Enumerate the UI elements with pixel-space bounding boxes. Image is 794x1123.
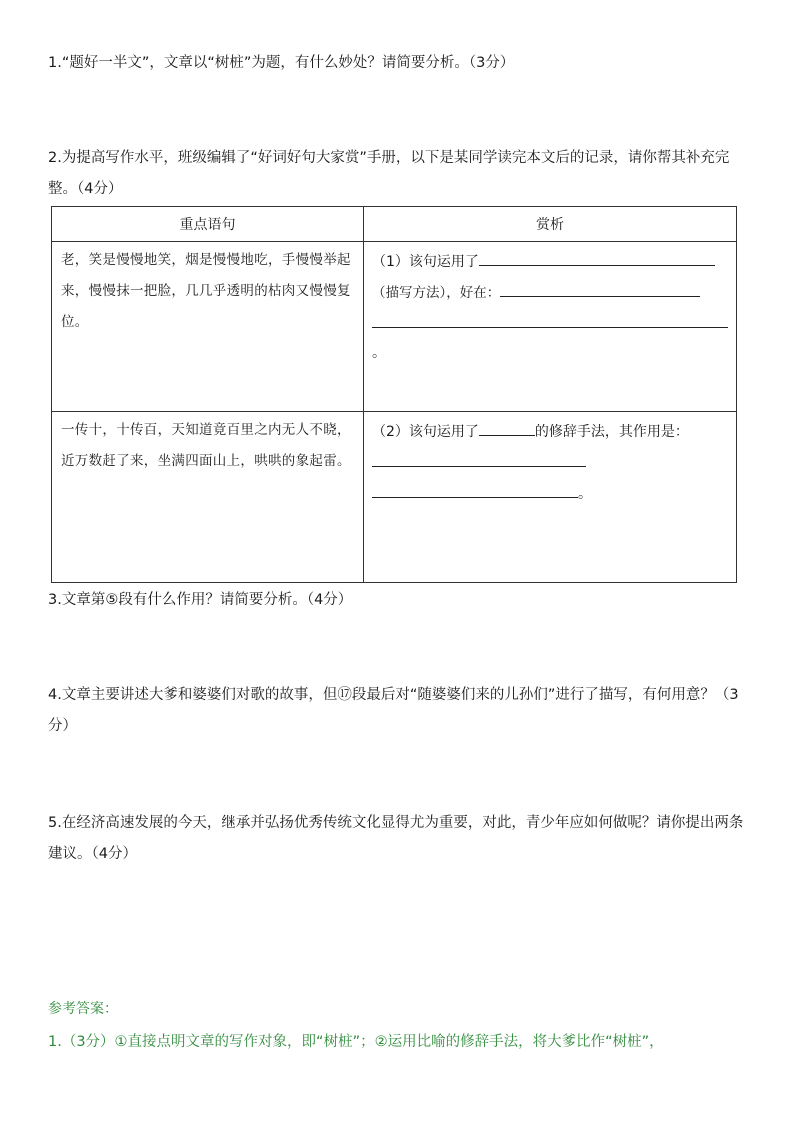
sentence-cell — [52, 412, 364, 583]
table-row — [52, 242, 737, 412]
answer-blank[interactable] — [372, 307, 728, 328]
key-sentence-2: 一传十，十传百，天知道竟百里之内无人不晓，近万数赶了来，坐满四面山上，哄哄的象起雷。 — [61, 422, 351, 469]
analysis-2-suffix: 的修辞手法，其作用是： — [534, 424, 689, 440]
answers-heading: 参考答案： — [48, 1001, 118, 1017]
question-4: 4.文章主要讲述大爹和婆婆们对歌的故事，但⑰段最后对“随婆婆们来的儿孙们”进行了描写，有何用意？（3分） — [48, 687, 739, 734]
table-header-analysis: 赏析 — [364, 207, 737, 242]
answer-blank[interactable] — [479, 415, 535, 436]
analysis-1-prefix: （1）该句运用了 — [372, 254, 479, 270]
question-2: 2.为提高写作水平，班级编辑了“好词好句大家赏”手册，以下是某同学读完本文后的记录，请你帮其补充完整。（4分） — [48, 150, 730, 197]
key-sentence-1: 老，笑是慢慢地笑，烟是慢慢地吃，手慢慢举起来，慢慢抹一把脸，几几乎透明的枯肉又慢慢复位。 — [61, 252, 351, 330]
question-3: 3.文章第⑤段有什么作用？请简要分析。（4分） — [48, 592, 353, 608]
appreciation-table — [51, 206, 737, 583]
table-row — [52, 412, 737, 583]
table-header-key-sentence: 重点语句 — [52, 207, 364, 242]
analysis-cell — [364, 242, 737, 412]
answer-blank[interactable] — [479, 245, 715, 266]
answer-blank[interactable] — [372, 446, 586, 467]
analysis-1-period: 。 — [372, 345, 386, 361]
analysis-2-period: 。 — [578, 486, 592, 502]
analysis-cell — [364, 412, 737, 583]
answer-blank[interactable] — [372, 477, 578, 498]
question-1: 1.“题好一半文”，文章以“树桩”为题，有什么妙处？请简要分析。（3分） — [48, 55, 515, 71]
sentence-cell — [52, 242, 364, 412]
question-5: 5.在经济高速发展的今天，继承并弘扬优秀传统文化显得尤为重要，对此，青少年应如何做呢？请你提出两条建议。（4分） — [48, 815, 744, 862]
answer-blank[interactable] — [500, 276, 700, 297]
analysis-1-method: （描写方法），好在： — [372, 285, 501, 301]
analysis-2-prefix: （2）该句运用了 — [372, 424, 479, 440]
answer-1: 1.（3分）①直接点明文章的写作对象，即“树桩”；②运用比喻的修辞手法，将大爹比作“树桩”， — [48, 1034, 664, 1050]
